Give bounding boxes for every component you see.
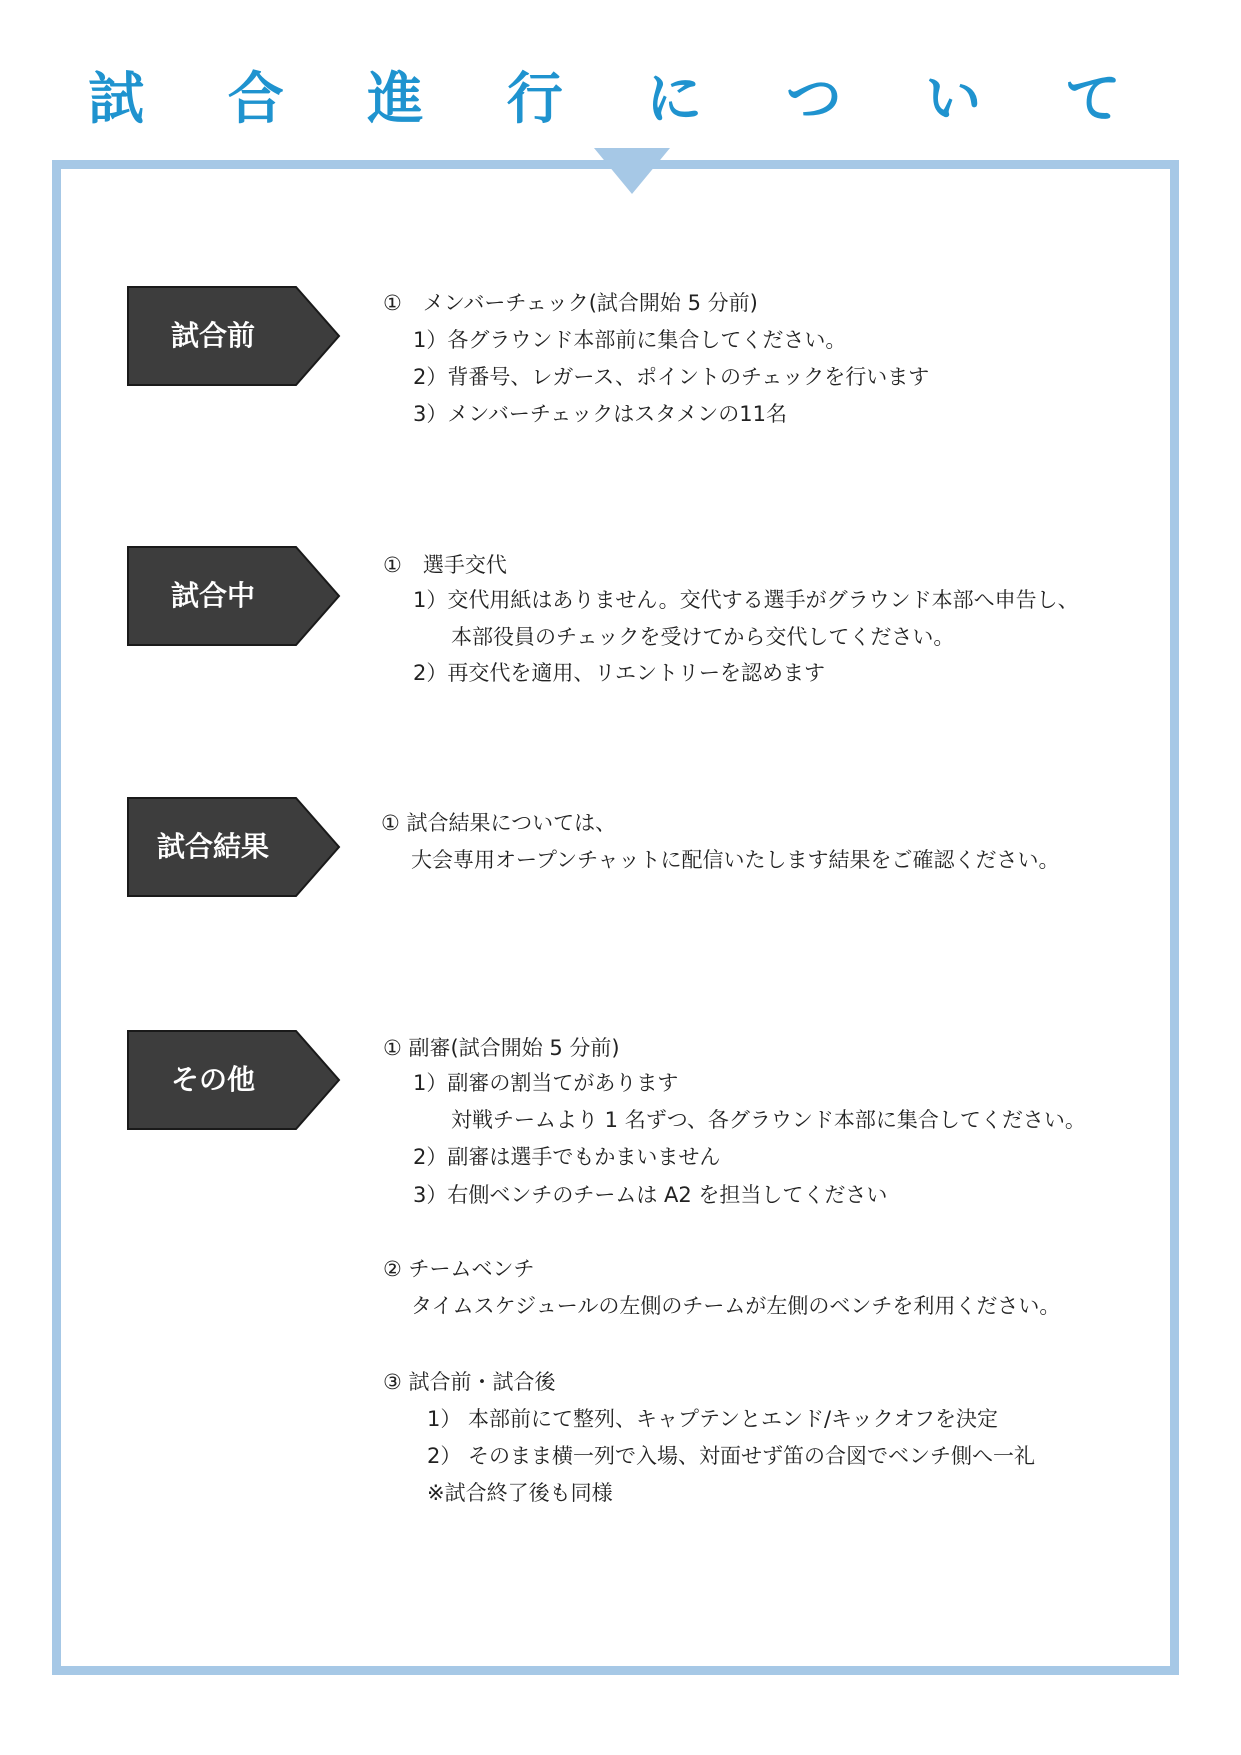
- section-line: 1）副審の割当てがあります: [413, 1071, 679, 1095]
- page-title: 試 合 進 行 に つ い て: [88, 67, 1153, 132]
- tag-label: 試合結果: [156, 830, 269, 863]
- section-line: 2） そのまま横一列で入場、対面せず笛の合図でベンチ側へ一礼: [427, 1444, 1036, 1468]
- tag-label: その他: [170, 1063, 255, 1096]
- section-line: タイムスケジュールの左側のチームが左側のベンチを利用ください。: [411, 1294, 1061, 1318]
- section-tag-during-match: [127, 546, 341, 646]
- section-line: ① メンバーチェック(試合開始 5 分前): [383, 291, 758, 315]
- section-line: 2）副審は選手でもかまいません: [413, 1145, 721, 1169]
- section-line: 3）メンバーチェックはスタメンの11名: [413, 402, 787, 426]
- section-line: 1） 本部前にて整列、キャプテンとエンド/キックオフを決定: [427, 1407, 999, 1431]
- section-line: 2）再交代を適用、リエントリーを認めます: [413, 661, 825, 685]
- tag-label: 試合前: [170, 319, 255, 352]
- section-line: 2）背番号、レガース、ポイントのチェックを行います: [413, 365, 930, 389]
- tag-label: 試合中: [170, 579, 255, 612]
- frame-notch-arrow: [594, 148, 670, 194]
- section-line: ③ 試合前・試合後: [383, 1370, 556, 1394]
- section-line: 本部役員のチェックを受けてから交代してください。: [451, 625, 955, 649]
- section-line: 3）右側ベンチのチームは A2 を担当してください: [413, 1183, 888, 1207]
- section-line: ① 試合結果については、: [381, 811, 617, 835]
- section-line: 大会専用オープンチャットに配信いたします結果をご確認ください。: [411, 848, 1060, 872]
- section-line: 1）各グラウンド本部前に集合してください。: [413, 328, 847, 352]
- section-line: ② チームベンチ: [383, 1257, 535, 1281]
- section-line: 1）交代用紙はありません。交代する選手がグラウンド本部へ申告し、: [413, 588, 1079, 612]
- section-line: ① 副審(試合開始 5 分前): [383, 1036, 620, 1060]
- section-tag-other: [127, 1030, 341, 1130]
- section-line: 対戦チームより 1 名ずつ、各グラウンド本部に集合してください。: [451, 1108, 1086, 1132]
- section-tag-before-match: [127, 286, 341, 386]
- section-tag-match-result: [127, 797, 341, 897]
- section-line: ① 選手交代: [383, 553, 507, 577]
- section-line: ※試合終了後も同様: [427, 1481, 613, 1505]
